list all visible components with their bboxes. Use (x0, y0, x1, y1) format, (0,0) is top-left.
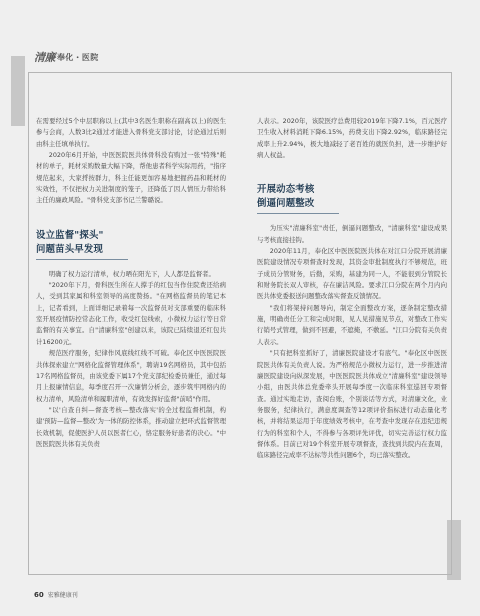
paragraph: 为压实"清廉科室"责任，倒逼问题整改，"清廉科室"建设成果与考核直接挂钩。 (257, 224, 447, 244)
page-number: 60 (34, 590, 44, 599)
frame-line-right (451, 72, 452, 574)
heading-line-1: 设立监督"探头" (36, 229, 104, 241)
section-heading (36, 229, 128, 260)
heading-line-2: 倒逼问题整改 (257, 198, 315, 210)
decorative-side-bar-left (11, 56, 25, 126)
paragraph: "以'自查自纠—督查考核—整改落实'的全过程监督机制，构建'预防—监督—整改'为一体的防控体系，推动建立把环式监督管理长效机制，促使医护人员以医者仁心，恪定服务好患者的决心。"中医医院医共体有关负责 (36, 405, 226, 448)
section-heading (257, 183, 339, 214)
journal-name: 宏雅健康刊 (47, 592, 78, 599)
paragraph: 2020年6月开始，中医医院医共体骨科没有购过一张"特殊"耗材的单子，耗材采购数量大幅下降，帮他患者科学实际用药，"指序规范起来，大家捋按群力，科主任能更加容易地把握药品和耗材的实效性，不仅把权力关进制度的笼子，还降低了因人情压力带给科主任的廉政风险。"骨科党支部书记兰警璐说。 (36, 151, 226, 205)
frame-line-top (28, 72, 452, 73)
frame-line-left (28, 72, 29, 574)
right-column (257, 116, 447, 462)
frame-line-bottom (28, 574, 452, 575)
paragraph: 在需要经过5个中层职称以上(其中3名医生职称在副高以上)的医生参与会商，人数3比2通过才能进入骨科党支部讨论，讨论通过后则由科主任填单执行。 (36, 117, 226, 148)
paragraph: "我们将架持问题导向，制定全面整改方案，逐条制定整改措施，明确责任分工和完成时限，见人见措施见节点，对整改工作实行销号式管理，做到不回避，不遮掩，不敷延。"江口分院有关负责人表示。 (257, 303, 447, 346)
paragraph: "2020年下月，骨科医生所在人撑手的红包当作住院费还给病人，受到其家属和科室领导的高度赞扬。"在网格监督员的笔记本上，记者看到，上面详细记录着每一次监督员对支部重要的临床科室开展疫情防控常态化工作，收受红包线索，小微权力运行等日常监督的有关事宜。自"清廉科室"创建以来，该院已陆续退还红包共计16200元。 (36, 281, 226, 346)
page-footer (34, 590, 78, 599)
heading-line-1: 开展动态考核 (257, 184, 315, 196)
left-column (36, 116, 226, 450)
paragraph: 明确了权力运行清单，权力晒在阳光下，人人都是监督者。 (48, 269, 215, 278)
paragraph: "只有把科室抓好了，清廉医院建设才有底气。"奉化区中医医院医共体有关负责人说。为严格规范小微权力运行，进一步推进清廉医院建设向纵深发展，中医医院医共体成立"清廉科室"建设领导小组，由医共体总党委牵头开展每季度一次临床科室巡回专项督查。通过实地走访，查阅台账，个别谈话等方式，对清廉文化，业务服务，纪律执行，满意度调查等12项评价指标进行动态量化考核，并将结果运用于年度绩效考核中，在考查中发现存在违纪违规行为的科室和个人，不得参与各项评先评优，切实完善运行权力监督体系。目前已对19个科室开展专项督查，查找到共院内在查周，临床路径完成率不达标等共性问题6个，均已落实整改。 (257, 349, 447, 460)
paragraph: 人表示。2020年，该院医疗总费用较2019年下降7.1%，百元医疗卫生收入材料消耗下降6.15%，药费支出下降2.92%，临床路径完成率上升2.94%，极大地减轻了老百姓的就医负担，进一步维护好病人权益。 (257, 117, 447, 160)
paragraph: 2020年11月，奉化区中医医院医共体在对江口分院开展清廉医院建设情况专项督查时发现，其资金审批制度执行不够规范，班子成员分管财务，后勤，采购，基建为同一人，不能很到分管院长和财务院长双人审核，存在廉洁风险。要求江口分院在两个月内向医共体党委报送问题整改落实督查反馈情况。 (257, 247, 447, 301)
heading-line-2: 问题苗头早发现 (36, 243, 104, 255)
running-header (34, 50, 99, 64)
section-title: 奉化・医院 (57, 52, 99, 62)
decorative-side-bar-right (447, 520, 461, 580)
paragraph: 规范医疗服务，纪律作风底线红线不可破。奉化区中医医院医共体探索建立"网格化监督管理体系"，聘请19名网格员，其中包括17名网格监督员，由该党委下属17个党支部纪检委员兼任，通过每月上报廉情信息，每季度召开一次廉情分析会，逐步筑牢网格内的权力清单，风险清单和履职清单，有效发挥好监督"前哨"作用。 (36, 349, 226, 403)
brand-logo: 清廉 (34, 51, 55, 64)
